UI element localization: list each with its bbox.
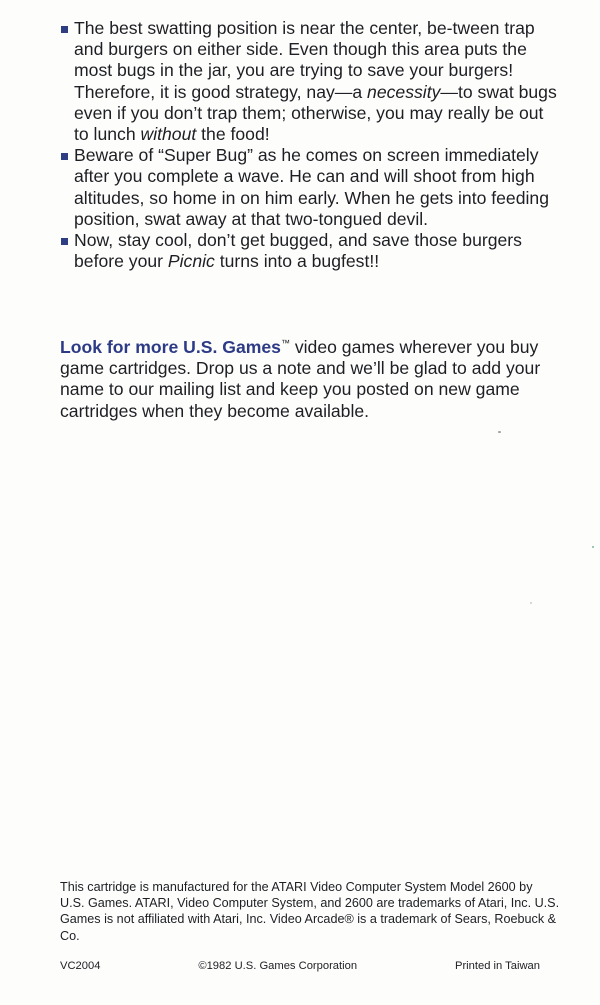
strategy-tips-list (60, 18, 560, 272)
tip-item (60, 18, 560, 145)
promo-body: video games wherever you buy game cartridges. Drop us a note and we’ll be glad to add your name to our mailing list and keep you posted on new game cartridges when they become available. (60, 337, 541, 421)
tip-text: Beware of “Super Bug” as he comes on screen immediately after you complete a wave. He can and will shoot from high altitudes, so home in on him early. When he gets into feeding position, swat away at that two-tongued devil. (74, 145, 549, 229)
copyright-notice: ©1982 U.S. Games Corporation (198, 960, 358, 972)
promo-paragraph (60, 337, 560, 422)
square-bullet-icon (61, 238, 68, 245)
tip-segment: the food! (196, 124, 270, 145)
footer-line (60, 959, 540, 973)
printed-in: Printed in Taiwan (454, 960, 540, 972)
tip-segment: —to swat bugs even if you don’t trap them; otherwise, you may really be out to lunch (74, 81, 557, 145)
tip-text (74, 230, 522, 271)
tip-segment: Now, stay cool, don’t get bugged, and save those burgers before your (74, 230, 522, 272)
tip-segment: The best swatting position is near the center, be-tween trap and burgers on either side. Even though this area puts the most bugs in the jar, you are trying to save your burgers! Therefore, it is good strategy, nay—a (74, 18, 535, 102)
tip-emphasis: Picnic (167, 251, 215, 272)
tip-item (60, 145, 560, 230)
tip-text (74, 18, 557, 144)
tip-item (60, 230, 560, 272)
square-bullet-icon (61, 26, 68, 33)
tip-emphasis: necessity (367, 81, 441, 102)
product-code: VC2004 (60, 960, 101, 972)
brand-name: Look for more U.S. Games (60, 337, 281, 357)
tip-emphasis: without (140, 124, 197, 145)
print-speck (498, 431, 501, 433)
trademark-symbol: ™ (280, 338, 290, 349)
square-bullet-icon (61, 153, 68, 160)
legal-notice: This cartridge is manufactured for the ATARI Video Computer System Model 2600 by U.S. Games. ATARI, Video Computer System, and 2600 are trademarks of Atari, Inc. U.S. Games is not affiliated with Atari, Inc. Video Arcade® is a trademark of Sears, Roebuck & Co. (60, 880, 560, 943)
print-speck (530, 602, 532, 604)
tip-segment: turns into a bugfest!! (214, 251, 380, 272)
print-speck (592, 546, 594, 548)
